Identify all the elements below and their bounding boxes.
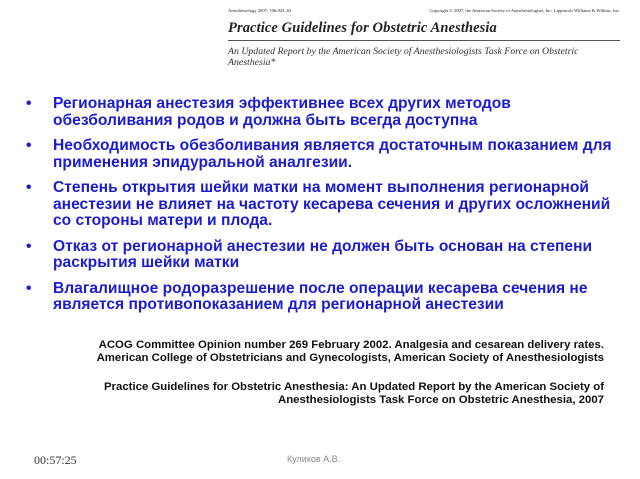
bullet-list [26, 96, 616, 323]
bullet-marker: • [26, 137, 32, 154]
bullet-item [26, 138, 616, 171]
bullet-marker: • [26, 95, 32, 112]
article-title: Practice Guidelines for Obstetric Anesthesia [228, 20, 497, 36]
bullet-text: Отказ от регионарной анестезии не должен быть основан на степени раскрытия шейки матки [53, 237, 593, 271]
title-divider [228, 40, 620, 41]
header-meta-row [228, 8, 620, 13]
footer-author: Куликов А.В. [287, 454, 341, 464]
reference-asa-guidelines: Practice Guidelines for Obstetric Anesthesia: An Updated Report by the American Society of Anesthesiologists Task Force on Obstetric Anesthesia, 2007 [103, 381, 604, 406]
bullet-marker: • [26, 179, 32, 196]
bullet-item [26, 281, 616, 314]
bullet-text: Регионарная анестезия эффективнее всех других методов обезболивания родов и должна быть всегда доступна [53, 95, 511, 129]
bullet-marker: • [26, 279, 32, 297]
article-subtitle: An Updated Report by the American Society of Anesthesiologists Task Force on Obstetric Anesthesia* [228, 46, 579, 68]
bullet-item [26, 180, 616, 230]
article-header-image [228, 8, 620, 88]
bullet-text: Влагалищное родоразрешение после операции кесарева сечения не является противопоказанием для регионарной анестезии [53, 279, 588, 313]
reference-acog: ACOG Committee Opinion number 269 February 2002. Analgesia and cesarean delivery rates. American College of Obstetricians and Gynecologists, American Society of Anesthesiologists [96, 339, 604, 364]
bullet-marker: • [26, 237, 32, 255]
bullet-item [26, 96, 616, 129]
footer-timestamp: 00:57:25 [34, 453, 77, 467]
bullet-item [26, 239, 616, 272]
journal-reference: Anesthesiology 2007; 106:843–63 [228, 8, 292, 13]
bullet-text: Степень открытия шейки матки на момент выполнения регионарной анестезии не влияет на частоту кесарева сечения и других осложнений со стороны матери и плода. [53, 179, 611, 229]
bullet-text: Необходимость обезболивания является достаточным показанием для применения эпидуральной аналгезии. [53, 137, 612, 171]
copyright-line: Copyright © 2007, the American Society of Anesthesiologists, Inc. Lippincott Williams & Wilkins, Inc. [429, 8, 620, 13]
